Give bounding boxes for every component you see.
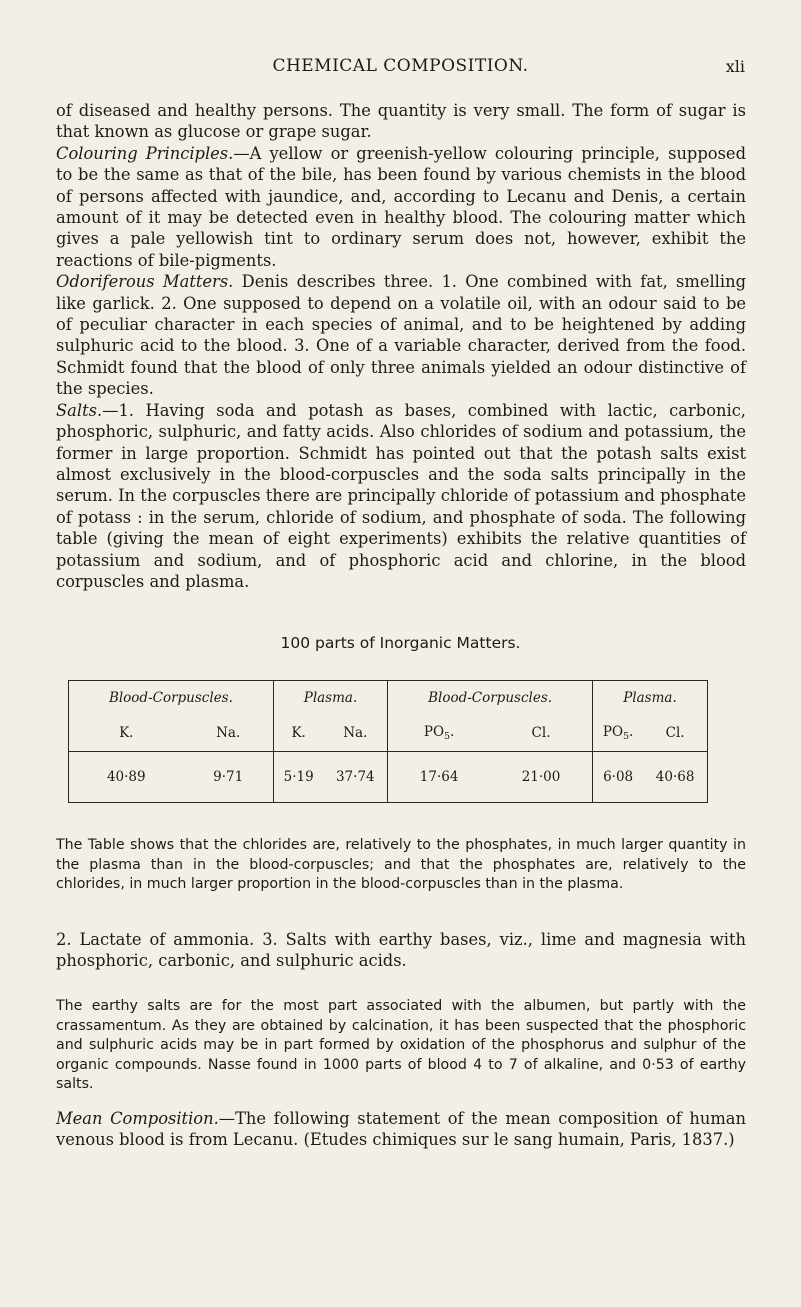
table-note-text: The Table shows that the chlorides are, relatively to the phosphates, in much larger quantity in the plasma than in the blood-corpuscles; and that the phosphates are, relatively to the chlorides, in much larger proportion in the blood-corpuscles than in the plasma. <box>56 837 746 893</box>
mean-composition-text <box>56 1108 746 1151</box>
odoriferous-lead: Odoriferous Matters. <box>56 272 234 292</box>
po-subscript-2: 5 <box>623 731 630 742</box>
value-na-plasma: 37·74 <box>323 752 387 803</box>
group-plasma-1: Plasma. <box>273 681 387 716</box>
table-row <box>69 752 708 803</box>
colouring-body: —A yellow or greenish-yellow colouring principle, supposed to be the same as that of the bile, has been found by various chemists in the blood of persons affected with jaundice, and, according to Lecanu and Denis, a certain amount of it may be detected even in healthy blood. The colouring matter which gives a pale yellowish tint to ordinary serum does not, however, exhibit the reactions of bile-pigments. <box>56 143 746 270</box>
col-na-2: Na. <box>323 715 387 752</box>
group-blood-corpuscles-2: Blood-Corpuscles. <box>388 681 593 716</box>
po-subscript-1: 5 <box>444 731 451 742</box>
paragraph-odoriferous <box>56 271 746 399</box>
col-k-2: K. <box>291 725 306 741</box>
value-na-corpuscles: 9·71 <box>184 752 274 803</box>
col-po5-2 <box>592 715 643 752</box>
value-po5-plasma: 6·08 <box>592 752 643 803</box>
po-label-2: PO <box>602 724 624 740</box>
main-text <box>56 100 746 592</box>
po-suffix-1: . <box>450 724 455 740</box>
paragraph-sugar: of diseased and healthy persons. The quantity is very small. The form of sugar is that known as glucose or grape sugar. <box>56 101 746 142</box>
col-cl-2: Cl. <box>643 715 707 752</box>
mean-composition-lead: Mean Composition. <box>56 1109 219 1128</box>
po-suffix-2: . <box>629 724 634 740</box>
inorganic-matters-table <box>68 680 708 803</box>
col-k-1: K. <box>69 715 184 752</box>
lactate-text: 2. Lactate of ammonia. 3. Salts with earthy bases, viz., lime and magnesia with phosphoric, carbonic, and sulphuric acids. <box>56 930 746 971</box>
table-caption: 100 parts of Inorganic Matters. <box>280 634 521 652</box>
table-note <box>56 836 746 895</box>
col-po5-1 <box>388 715 490 752</box>
po-label-1: PO <box>423 724 445 740</box>
table-group-row <box>69 681 708 716</box>
running-title: CHEMICAL COMPOSITION. <box>272 56 529 76</box>
paragraph-salts <box>56 400 746 593</box>
value-cl-corpuscles: 21·00 <box>490 752 592 803</box>
value-po5-corpuscles: 17·64 <box>388 752 490 803</box>
salts-lead: Salts. <box>56 400 103 420</box>
mean-composition-body: —The following statement of the mean composition of human venous blood is from Lecanu. (Etudes chimiques sur le sang humain, Paris, 1837.) <box>56 1109 746 1150</box>
value-k-corpuscles: 40·89 <box>69 752 184 803</box>
group-plasma-2: Plasma. <box>592 681 707 716</box>
mean-composition-paragraph <box>56 1108 746 1151</box>
page-number: xli <box>725 57 745 76</box>
lactate-paragraph <box>56 929 746 972</box>
group-blood-corpuscles-1: Blood-Corpuscles. <box>69 681 274 716</box>
colouring-lead: Colouring Principles. <box>56 143 234 163</box>
value-cl-plasma: 40·68 <box>643 752 707 803</box>
value-k-plasma: 5·19 <box>273 752 323 803</box>
table-header-row <box>69 715 708 752</box>
col-cl-1: Cl. <box>490 715 592 752</box>
earthy-salts-text: The earthy salts are for the most part associated with the albumen, but partly with the crassamentum. As they are obtained by calcination, it has been suspected that the phosphoric and sulphuric acids may be in part formed by oxidation of the phosphorus and sulphur of the organic compounds. Nasse found in 1000 parts of blood 4 to 7 of alkaline, and 0·53 of earthy salts. <box>56 998 746 1093</box>
odoriferous-body: Denis describes three. 1. One combined with fat, smelling like garlick. 2. One supposed to depend on a volatile oil, with an odour said to be of peculiar character in each species of animal, and to be heightened by adding sulphuric acid to the blood. 3. One of a variable character, derived from the food. Schmidt found that the blood of only three animals yielded an odour distinctive of the species. <box>56 272 746 399</box>
paragraph-colouring <box>56 143 746 271</box>
salts-body: —1. Having soda and potash as bases, combined with lactic, carbonic, phosphoric, sulphuric, and fatty acids. Also chlorides of sodium and potassium, the former in large proportion. Schmidt has pointed out that the potash salts exist almost exclusively in the blood-corpuscles and the soda salts principally in the serum. In the corpuscles there are principally chloride of potassium and phosphate of potass : in the serum, chloride of sodium, and phosphate of soda. The following table (giving the mean of eight experiments) exhibits the relative quantities of potassium and sodium, and of phosphoric acid and chlorine, in the blood corpuscles and plasma. <box>56 400 746 591</box>
col-na-1: Na. <box>184 715 274 752</box>
earthy-salts-note <box>56 997 746 1095</box>
